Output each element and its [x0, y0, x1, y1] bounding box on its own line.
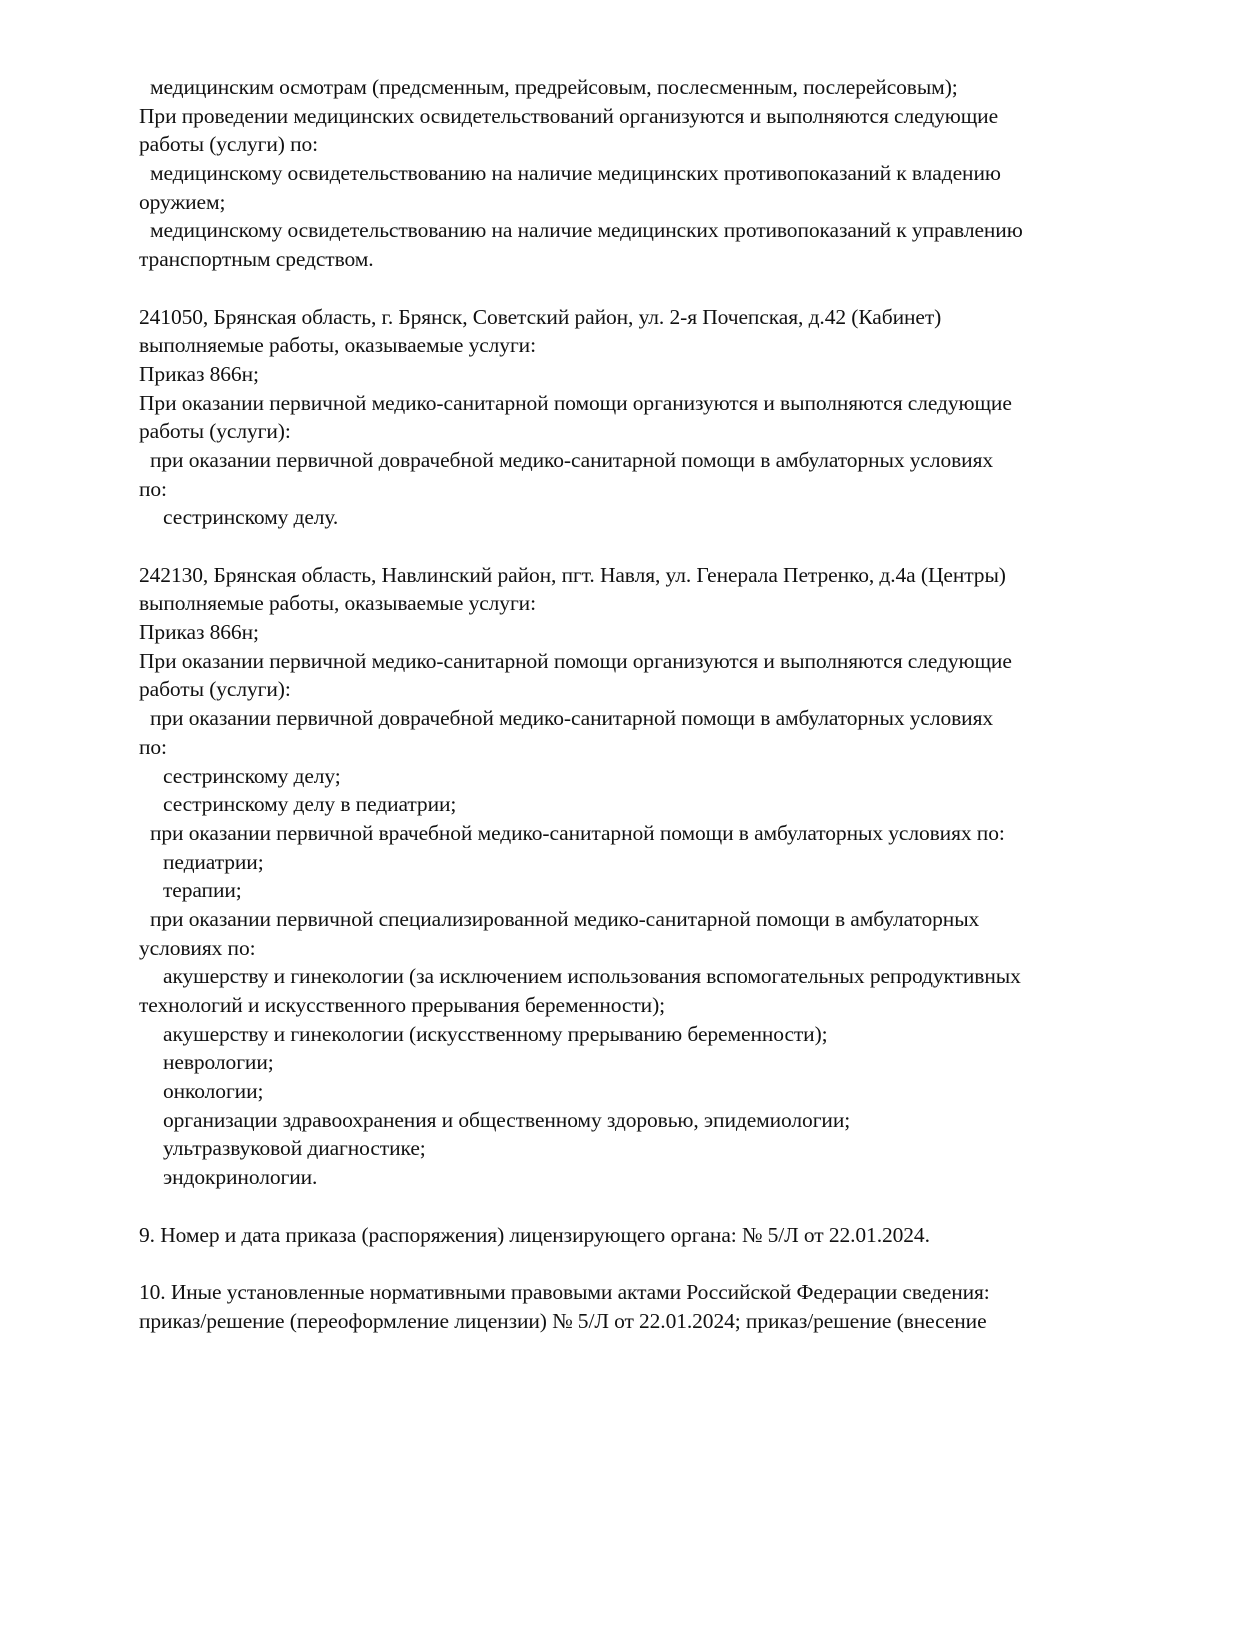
- address-block-navlya: [139, 561, 1139, 1192]
- text-line: работы (услуги) по:: [139, 132, 319, 157]
- text-line: При оказании первичной медико-санитарной помощи организуются и выполняются следующие: [139, 390, 1012, 415]
- text-line: медицинским осмотрам (предсменным, предрейсовым, послесменным, послерейсовым);: [150, 75, 958, 99]
- text-line: При проведении медицинских освидетельствований организуются и выполняются следующие: [139, 103, 999, 128]
- text-line: медицинскому освидетельствованию на наличие медицинских противопоказаний к управлению: [150, 218, 1023, 243]
- text-line: выполняемые работы, оказываемые услуги:: [139, 333, 536, 358]
- text-line: по:: [139, 734, 167, 759]
- order-reference: Приказ 866н;: [139, 620, 259, 645]
- service-item: терапии;: [163, 878, 242, 903]
- section-top: [139, 73, 1139, 274]
- spacer: [139, 1192, 1139, 1221]
- text-line: транспортным средством.: [139, 247, 374, 272]
- service-item: педиатрии;: [163, 849, 264, 874]
- text-line: при оказании первичной доврачебной медико-санитарной помощи в амбулаторных условиях: [150, 447, 994, 472]
- document-page: [139, 73, 1139, 1335]
- text-line: при оказании первичной доврачебной медико-санитарной помощи в амбулаторных условиях: [150, 706, 994, 731]
- text-line: при оказании первичной врачебной медико-санитарной помощи в амбулаторных условиях по:: [150, 820, 1005, 845]
- text-line: работы (услуги):: [139, 677, 291, 702]
- text-line: При оказании первичной медико-санитарной помощи организуются и выполняются следующие: [139, 648, 1012, 673]
- text-line: по:: [139, 476, 167, 501]
- spacer: [139, 532, 1139, 561]
- service-item: ультразвуковой диагностике;: [163, 1136, 426, 1161]
- service-item: эндокринологии.: [163, 1165, 318, 1190]
- text-line: выполняемые работы, оказываемые услуги:: [139, 591, 536, 616]
- text-line: при оказании первичной специализированной медико-санитарной помощи в амбулаторных: [150, 906, 980, 931]
- service-item: организации здравоохранения и общественному здоровью, эпидемиологии;: [163, 1107, 851, 1132]
- text-line: медицинскому освидетельствованию на наличие медицинских противопоказаний к владению: [150, 161, 1001, 186]
- text-line: приказ/решение (переоформление лицензии) № 5/Л от 22.01.2024; приказ/решение (внесение: [139, 1308, 987, 1333]
- service-item: онкологии;: [163, 1079, 264, 1104]
- spacer: [139, 1249, 1139, 1278]
- text-line: технологий и искусственного прерывания беременности);: [139, 993, 665, 1017]
- service-item: акушерству и гинекологии (за исключением использования вспомогательных репродуктивных: [163, 964, 1021, 989]
- address-line: 241050, Брянская область, г. Брянск, Советский район, ул. 2-я Почепская, д.42 (Кабинет): [139, 304, 942, 329]
- service-item: сестринскому делу.: [163, 505, 339, 530]
- spacer: [139, 274, 1139, 303]
- service-item: сестринскому делу;: [163, 763, 341, 788]
- item-10-other-info: [139, 1278, 1139, 1335]
- text-line: оружием;: [139, 189, 226, 214]
- text-line: работы (услуги):: [139, 419, 291, 444]
- service-item: сестринскому делу в педиатрии;: [163, 792, 457, 817]
- address-line: 242130, Брянская область, Навлинский район, пгт. Навля, ул. Генерала Петренко, д.4а (Центры): [139, 562, 1006, 587]
- service-item: неврологии;: [163, 1050, 274, 1075]
- item-9-order-number: 9. Номер и дата приказа (распоряжения) лицензирующего органа: № 5/Л от 22.01.2024.: [139, 1222, 930, 1247]
- order-reference: Приказ 866н;: [139, 361, 259, 386]
- service-item: акушерству и гинекологии (искусственному прерыванию беременности);: [163, 1021, 828, 1046]
- text-line: 10. Иные установленные нормативными правовыми актами Российской Федерации сведения:: [139, 1279, 990, 1304]
- address-block-bryansk: [139, 303, 1139, 533]
- text-line: условиях по:: [139, 935, 256, 960]
